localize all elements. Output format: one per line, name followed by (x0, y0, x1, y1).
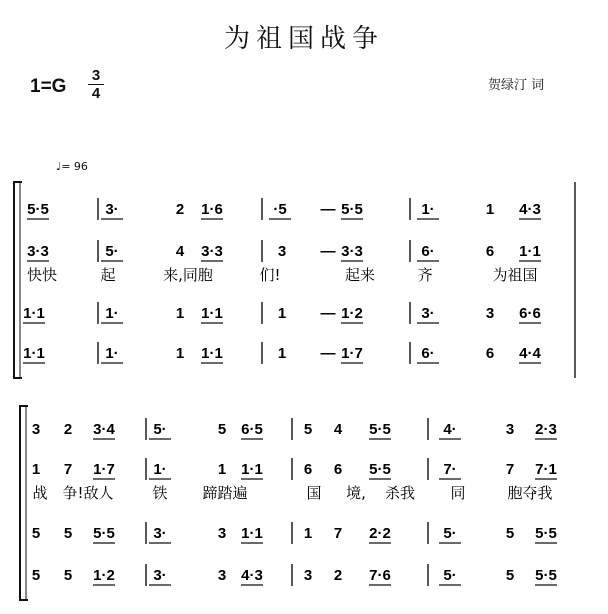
note-group: 1 (175, 345, 185, 362)
note-group: 6 (333, 461, 343, 478)
lyric-syllable: 快快 (26, 266, 58, 284)
note-group: 5·5 (27, 201, 49, 218)
note-group: — (320, 243, 336, 260)
note-group: 5· (153, 421, 167, 438)
lyric-syllable: 蹄踏遍 (202, 484, 248, 502)
note-group: 2·2 (369, 525, 391, 542)
lyric-syllable: 胞夺我 (507, 484, 553, 502)
note-group: 3 (303, 567, 313, 584)
note-group: 1·1 (23, 345, 45, 362)
note-group: 3· (421, 305, 435, 322)
note-group: 5·5 (535, 525, 557, 542)
lyric-syllable: 争!敌人 (62, 484, 114, 502)
note-group: 5·5 (93, 525, 115, 542)
note-group: 1·1 (201, 305, 223, 322)
note-group: 1· (421, 201, 435, 218)
note-group: 6 (485, 243, 495, 260)
note-group: 5· (105, 243, 119, 260)
note-group: 7·6 (369, 567, 391, 584)
note-group: 1 (175, 305, 185, 322)
lyricist-credit: 贺绿汀 词 (488, 78, 545, 93)
note-group: 5 (63, 525, 73, 542)
note-group: 2 (175, 201, 185, 218)
note-group: 5·5 (369, 461, 391, 478)
note-group: 5·5 (369, 421, 391, 438)
note-group: 7·1 (535, 461, 557, 478)
note-group: 3·3 (341, 243, 363, 260)
lyric-syllable: 杀我 (384, 484, 416, 502)
meter-bottom: 4 (91, 85, 101, 102)
note-group: 5 (505, 567, 515, 584)
note-group: 5 (217, 421, 227, 438)
note-group: 1·1 (519, 243, 541, 260)
note-group: 6·5 (241, 421, 263, 438)
lyric-syllable: 为祖国 (492, 266, 538, 284)
note-group: 3· (153, 525, 167, 542)
note-group: 1 (277, 345, 287, 362)
note-group: 1·2 (341, 305, 363, 322)
lyric-syllable: 起 (100, 266, 116, 284)
note-group: 5·5 (535, 567, 557, 584)
note-group: 1· (105, 345, 119, 362)
key-signature: 1=G (30, 76, 67, 97)
note-group: 3 (31, 421, 41, 438)
note-group: 6·6 (519, 305, 541, 322)
note-group: 5 (31, 525, 41, 542)
note-group: 1·1 (241, 525, 263, 542)
note-group: 3·3 (201, 243, 223, 260)
note-group: 3·4 (93, 421, 115, 438)
note-group: 3 (217, 567, 227, 584)
note-group: 7 (333, 525, 343, 542)
note-group: 1 (485, 201, 495, 218)
meter-top: 3 (91, 67, 101, 84)
note-group: 5 (63, 567, 73, 584)
note-group: 2 (63, 421, 73, 438)
note-group: 1 (303, 525, 313, 542)
note-group: 3 (277, 243, 287, 260)
lyric-syllable: 齐 (417, 266, 433, 284)
note-group: — (320, 305, 336, 322)
note-group: 6 (303, 461, 313, 478)
note-group: 5 (303, 421, 313, 438)
lyric-syllable: 们! (259, 266, 281, 284)
note-group: 4· (443, 421, 457, 438)
note-group: 6· (421, 243, 435, 260)
note-group: 1·1 (23, 305, 45, 322)
note-group: 6· (421, 345, 435, 362)
note-group: 3· (105, 201, 119, 218)
note-group: 5 (31, 567, 41, 584)
note-group: 1· (105, 305, 119, 322)
song-title: 为祖国战争 (223, 24, 384, 54)
lyric-syllable: 来,同胞 (163, 266, 213, 284)
note-group: 7· (443, 461, 457, 478)
note-group: 3 (485, 305, 495, 322)
system-bracket (14, 182, 22, 378)
lyric-syllable: 战 (32, 484, 48, 502)
note-group: 2·3 (535, 421, 557, 438)
note-group: 1·6 (201, 201, 223, 218)
note-group: 4·3 (241, 567, 263, 584)
note-group: 4·4 (519, 345, 541, 362)
note-group: — (320, 345, 336, 362)
lyric-syllable: 同 (450, 484, 466, 502)
note-group: 1·7 (341, 345, 363, 362)
note-group: 1· (153, 461, 167, 478)
note-group: 3 (505, 421, 515, 438)
note-group: 3· (153, 567, 167, 584)
note-group: 1 (31, 461, 41, 478)
note-group: 3·3 (27, 243, 49, 260)
note-group: — (320, 201, 336, 218)
note-group: 5·5 (341, 201, 363, 218)
note-group: 7 (505, 461, 515, 478)
note-group: 1 (277, 305, 287, 322)
note-group: 1·1 (201, 345, 223, 362)
lyric-syllable: 国 (306, 484, 322, 502)
lyric-syllable: 铁 (152, 484, 168, 502)
note-group: 1·1 (241, 461, 263, 478)
note-group: 4 (175, 243, 185, 260)
note-group: 7 (63, 461, 73, 478)
note-group: 3 (217, 525, 227, 542)
tempo-marking: ♩= 96 (56, 160, 88, 173)
note-group: 5· (443, 525, 457, 542)
lyric-syllable: 境, (346, 484, 366, 502)
note-group: 1 (217, 461, 227, 478)
note-group: 5 (505, 525, 515, 542)
note-group: 2 (333, 567, 343, 584)
lyric-syllable: 起来 (344, 266, 376, 284)
note-group: 4·3 (519, 201, 541, 218)
note-group: 4 (333, 421, 343, 438)
note-group: 1·2 (93, 567, 115, 584)
note-group: 6 (485, 345, 495, 362)
note-group: 5· (443, 567, 457, 584)
note-group: 1·7 (93, 461, 115, 478)
system-bracket (20, 406, 28, 600)
note-group: ·5 (273, 201, 287, 218)
